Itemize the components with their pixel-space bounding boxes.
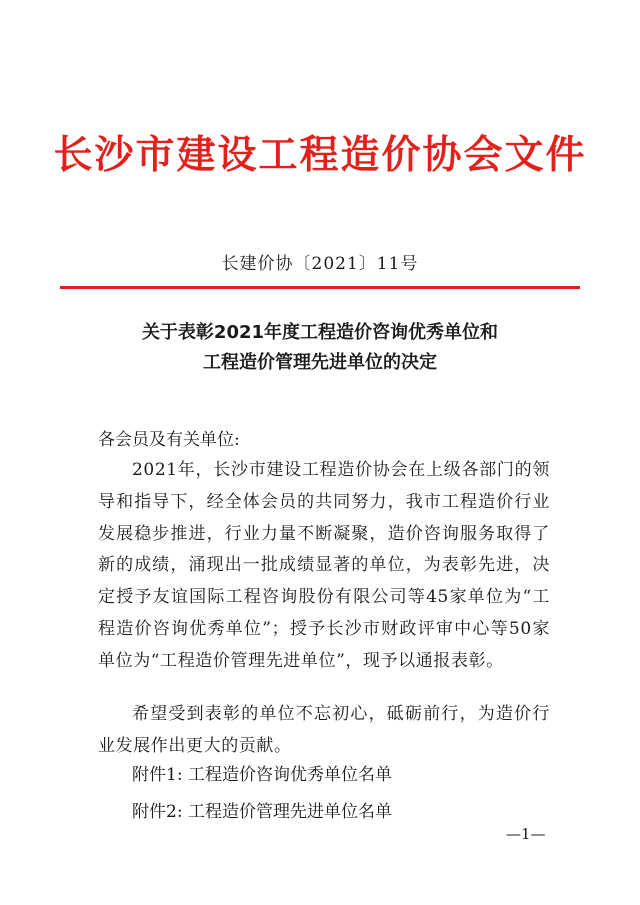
page-number: —1— [506, 825, 546, 843]
decision-title [0, 318, 640, 378]
body-paragraph-1: 2021年，长沙市建设工程造价协会在上级各部门的领导和指导下，经全体会员的共同努力，我市工程造价行业发展稳步推进，行业力量不断凝聚，造价咨询服务取得了新的成绩，涌现出一批成绩显著的单位，为表彰先进，决定授予友谊国际工程咨询股份有限公司等45家单位为“工程造价咨询优秀单位”；授予长沙市财政评审中心等50家单位为“工程造价管理先进单位”，现予以通报表彰。 [98, 460, 550, 671]
decision-title-line-2: 工程造价管理先进单位的决定 [203, 352, 437, 373]
decision-title-line-1: 关于表彰2021年度工程造价咨询优秀单位和 [141, 322, 499, 343]
salutation: 各会员及有关单位: [98, 430, 240, 450]
attachment-1: 附件1: 工程造价咨询优秀单位名单 [132, 765, 392, 785]
attachment-2: 附件2: 工程造价管理先进单位名单 [132, 802, 392, 822]
organization-title: 长沙市建设工程造价协会文件 [53, 133, 587, 178]
body-paragraph-2: 希望受到表彰的单位不忘初心，砥砺前行，为造价行业发展作出更大的贡献。 [98, 704, 550, 756]
red-divider-line [60, 286, 580, 289]
document-number: 长建价协〔2021〕11号 [221, 254, 419, 274]
